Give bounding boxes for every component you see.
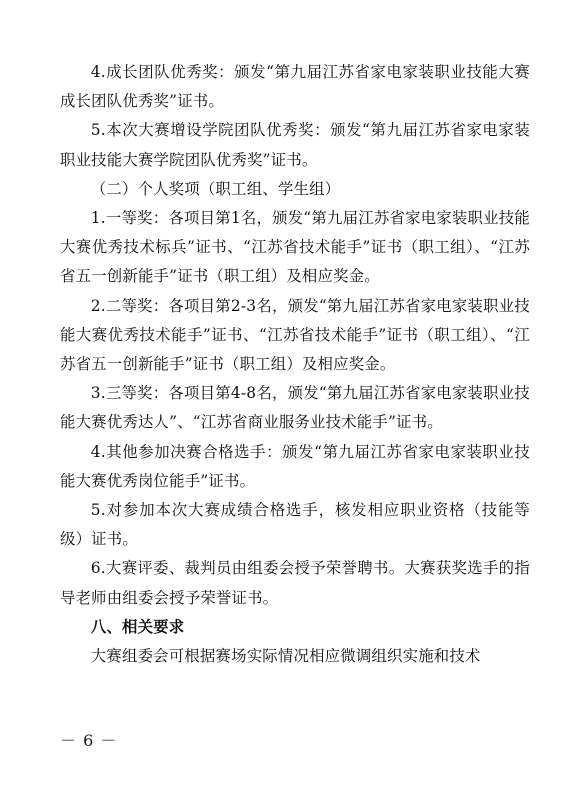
paragraph-qualification-certificate: 5.对参加本次大赛成绩合格选手，核发相应职业资格（技能等级）证书。 <box>60 501 530 549</box>
subheading-individual-awards: （二）个人奖项（职工组、学生组） <box>90 179 341 198</box>
paragraph-honorary-certificates: 6.大赛评委、裁判员由组委会授予荣誉聘书。大赛获奖选手的指导老师由组委会授予荣誉证书。 <box>60 559 530 607</box>
page-number: － 6 － <box>60 731 118 750</box>
paragraph-second-prize: 2.二等奖：各项目第2-3名，颁发“第九届江苏省家电家装职业技能大赛优秀技术能手”证书、“江苏省技术能手”证书（职工组）、“江苏省五一创新能手”证书（职工组）及相应奖金。 <box>60 296 530 374</box>
paragraph-third-prize: 3.三等奖：各项目第4-8名，颁发“第九届江苏省家电家装职业技能大赛优秀达人”、“江苏省商业服务业技术能手”证书。 <box>60 384 530 432</box>
paragraph-requirements-start: 大赛组委会可根据赛场实际情况相应微调组织实施和技术 <box>90 647 481 666</box>
paragraph-first-prize: 1.一等奖：各项目第1名，颁发“第九届江苏省家电家装职业技能大赛优秀技术标兵”证书、“江苏省技术能手”证书（职工组）、“江苏省五一创新能手”证书（职工组）及相应奖金。 <box>60 209 530 286</box>
paragraph-other-finalists: 4.其他参加决赛合格选手：颁发“第九届江苏省家电家装职业技能大赛优秀岗位能手”证书。 <box>60 442 530 490</box>
section-heading-requirements: 八、相关要求 <box>90 617 185 636</box>
paragraph-team-growth-award: 4.成长团队优秀奖：颁发“第九届江苏省家电家装职业技能大赛成长团队优秀奖”证书。 <box>60 63 530 111</box>
paragraph-college-team-award: 5.本次大赛增设学院团队优秀奖：颁发“第九届江苏省家电家装职业技能大赛学院团队优秀奖”证书。 <box>60 121 530 169</box>
document-body <box>60 58 530 671</box>
